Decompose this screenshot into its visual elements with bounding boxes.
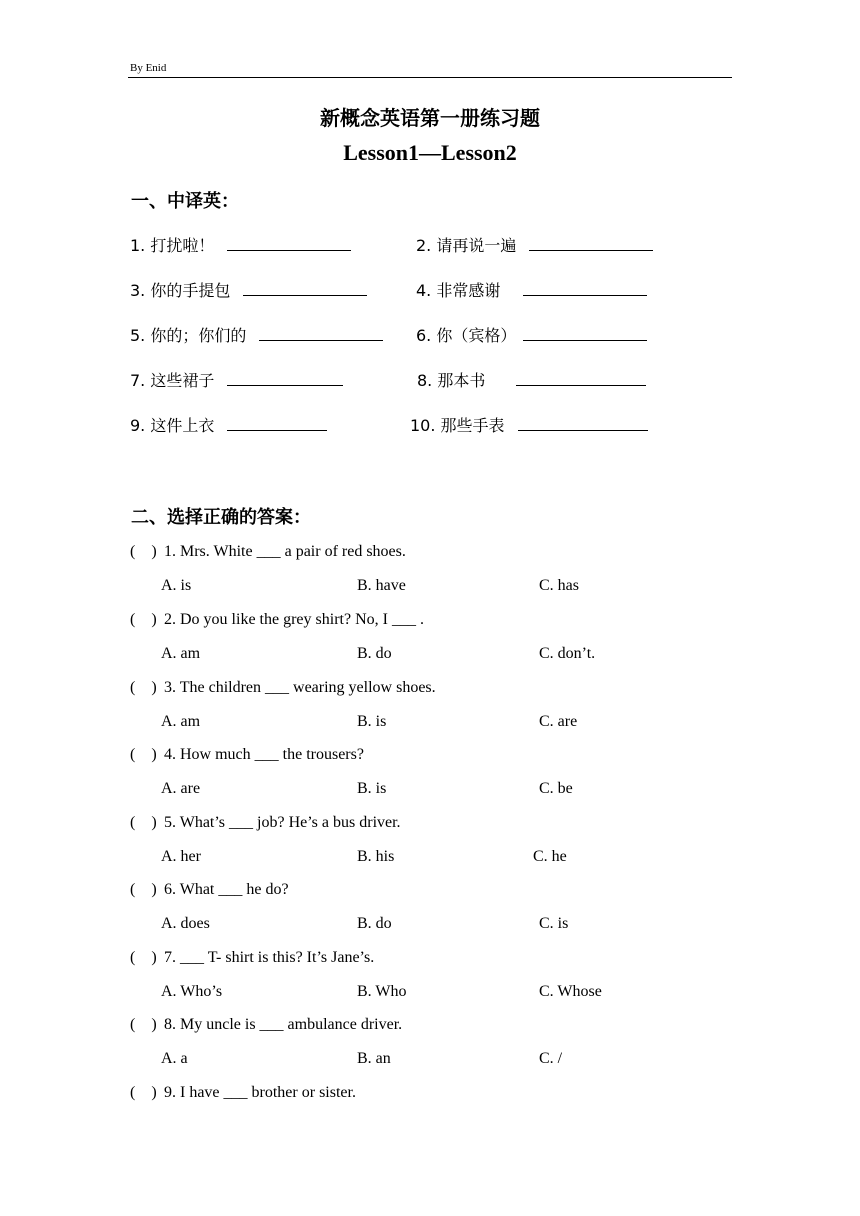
question-text: 8. My uncle is ___ ambulance driver. — [164, 1016, 403, 1033]
option-c: C. don’t. — [539, 645, 596, 662]
item-text: 那本书 — [437, 371, 486, 390]
question-line — [130, 746, 364, 764]
question-text: 5. What’s ___ job? He’s a bus driver. — [164, 814, 401, 831]
translation-item — [130, 323, 383, 346]
option-b: B. his — [357, 848, 395, 865]
answer-blank[interactable] — [243, 279, 367, 296]
option-b: B. is — [357, 713, 387, 730]
item-number: 7. — [130, 371, 146, 390]
item-text: 打扰啦！ — [150, 236, 215, 255]
question-line — [130, 949, 374, 967]
translation-item — [417, 368, 646, 391]
option-c: C. has — [539, 577, 579, 594]
option-a: A. is — [161, 577, 192, 594]
option-a: A. a — [161, 1050, 188, 1067]
question-text: 9. I have ___ brother or sister. — [164, 1084, 356, 1101]
item-number: 6. — [416, 326, 432, 345]
translation-item — [130, 278, 367, 301]
option-a: A. does — [161, 915, 210, 932]
option-c: C. he — [533, 848, 567, 865]
item-number: 2. — [416, 236, 432, 255]
option-b: B. is — [357, 780, 387, 797]
question-text: 3. The children ___ wearing yellow shoes. — [164, 679, 436, 696]
question-text: 2. Do you like the grey shirt? No, I ___ . — [164, 611, 424, 628]
answer-paren[interactable]: ( ) — [130, 611, 157, 628]
title-chinese: 新概念英语第一册练习题 — [320, 106, 540, 130]
item-number: 5. — [130, 326, 146, 345]
answer-paren[interactable]: ( ) — [130, 543, 157, 560]
option-a: A. Who’s — [161, 983, 223, 1000]
option-c: C. are — [539, 713, 578, 730]
answer-blank[interactable] — [529, 234, 653, 251]
answer-blank[interactable] — [523, 324, 647, 341]
item-text: 非常感谢 — [436, 281, 501, 300]
title-english: Lesson1—Lesson2 — [343, 140, 517, 165]
translation-item — [130, 368, 343, 391]
option-c: C. / — [539, 1050, 563, 1067]
question-line — [130, 679, 436, 697]
question-line — [130, 1084, 356, 1102]
answer-paren[interactable]: ( ) — [130, 679, 157, 696]
item-number: 3. — [130, 281, 146, 300]
answer-blank[interactable] — [227, 234, 351, 251]
question-text: 1. Mrs. White ___ a pair of red shoes. — [164, 543, 406, 560]
answer-paren[interactable]: ( ) — [130, 814, 157, 831]
translation-item — [416, 233, 653, 256]
answer-paren[interactable]: ( ) — [130, 746, 157, 763]
question-text: 6. What ___ he do? — [164, 881, 289, 898]
item-text: 那些手表 — [440, 416, 505, 435]
translation-item — [410, 413, 648, 436]
answer-blank[interactable] — [227, 369, 343, 386]
item-number: 4. — [416, 281, 432, 300]
header-rule — [128, 77, 732, 78]
answer-paren[interactable]: ( ) — [130, 881, 157, 898]
answer-blank[interactable] — [516, 369, 646, 386]
translation-item — [130, 233, 351, 256]
option-c: C. Whose — [539, 983, 602, 1000]
option-b: B. do — [357, 915, 392, 932]
option-a: A. are — [161, 780, 201, 797]
answer-paren[interactable]: ( ) — [130, 1016, 157, 1033]
item-number: 9. — [130, 416, 146, 435]
answer-blank[interactable] — [518, 414, 648, 431]
item-text: 这些裙子 — [150, 371, 215, 390]
option-c: C. is — [539, 915, 569, 932]
answer-paren[interactable]: ( ) — [130, 1084, 157, 1101]
section1-title: 一、中译英： — [131, 191, 239, 212]
item-text: 你（宾格） — [436, 326, 517, 345]
option-b: B. an — [357, 1050, 391, 1067]
item-number: 10. — [410, 416, 436, 435]
option-a: A. am — [161, 713, 201, 730]
header-author: By Enid — [130, 62, 167, 74]
option-c: C. be — [539, 780, 573, 797]
answer-blank[interactable] — [523, 279, 647, 296]
question-line — [130, 814, 401, 832]
item-number: 1. — [130, 236, 146, 255]
option-b: B. do — [357, 645, 392, 662]
translation-item — [130, 413, 327, 436]
item-number: 8. — [417, 371, 433, 390]
item-text: 这件上衣 — [150, 416, 215, 435]
option-a: A. her — [161, 848, 201, 865]
option-b: B. have — [357, 577, 406, 594]
question-line — [130, 1016, 402, 1034]
option-a: A. am — [161, 645, 201, 662]
option-b: B. Who — [357, 983, 407, 1000]
translation-item — [416, 278, 647, 301]
answer-blank[interactable] — [259, 324, 383, 341]
question-text: 7. ___ T- shirt is this? It’s Jane’s. — [164, 949, 375, 966]
question-line — [130, 881, 289, 899]
question-line — [130, 611, 424, 629]
item-text: 你的；你们的 — [150, 326, 247, 345]
section2-title: 二、选择正确的答案： — [131, 507, 311, 528]
item-text: 请再说一遍 — [436, 236, 517, 255]
answer-paren[interactable]: ( ) — [130, 949, 157, 966]
question-line — [130, 543, 406, 561]
answer-blank[interactable] — [227, 414, 327, 431]
translation-item — [416, 323, 647, 346]
question-text: 4. How much ___ the trousers? — [164, 746, 364, 763]
item-text: 你的手提包 — [150, 281, 231, 300]
